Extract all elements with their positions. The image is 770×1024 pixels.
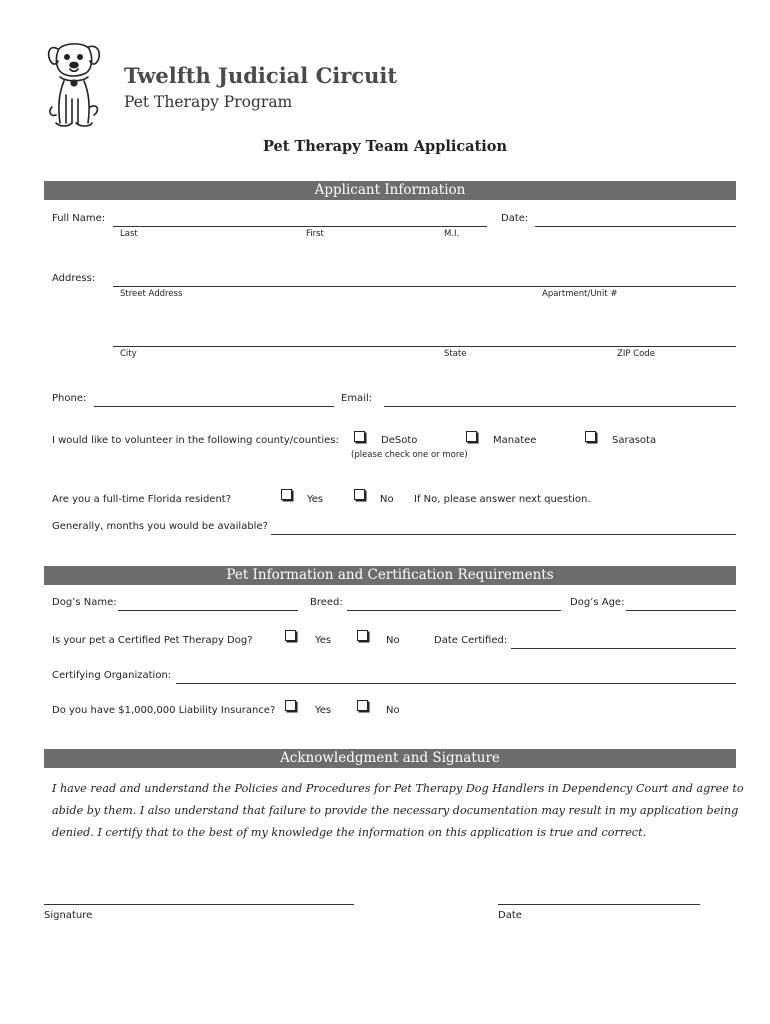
date-certified-field[interactable] — [511, 648, 736, 649]
breed-label: Breed: — [310, 597, 343, 608]
insurance-yes-checkbox[interactable] — [285, 700, 296, 711]
date-field[interactable] — [535, 226, 736, 227]
section-bar-ack: Acknowledgment and Signature — [44, 749, 736, 768]
cert-org-field[interactable] — [176, 683, 736, 684]
dog-name-label: Dog’s Name: — [52, 597, 117, 608]
months-field[interactable] — [271, 534, 736, 535]
county-hint: (please check one or more) — [351, 450, 468, 460]
section-bar-applicant: Applicant Information — [44, 181, 736, 200]
desoto-label: DeSoto — [381, 435, 418, 446]
date-label: Date: — [501, 213, 529, 224]
signature-label: Signature — [44, 910, 93, 921]
resident-question: Are you a full-time Florida resident? — [52, 494, 232, 505]
signature-field[interactable] — [44, 904, 354, 905]
street-address-field[interactable] — [113, 286, 736, 287]
certified-no-checkbox[interactable] — [357, 630, 368, 641]
full-name-field[interactable] — [113, 226, 487, 227]
resident-yes-checkbox[interactable] — [281, 489, 292, 500]
last-sublabel: Last — [120, 229, 138, 239]
ack-line-1: I have read and understand the Policies and Procedures for Pet Therapy Dog Handlers in Dependency Court and agree to — [52, 782, 744, 795]
sarasota-checkbox[interactable] — [585, 431, 596, 442]
dog-age-field[interactable] — [626, 610, 736, 611]
street-sublabel: Street Address — [120, 289, 183, 299]
county-question: I would like to volunteer in the following county/counties: — [52, 435, 339, 446]
breed-field[interactable] — [347, 610, 561, 611]
sarasota-label: Sarasota — [612, 435, 657, 446]
section-bar-pet: Pet Information and Certification Requirements — [44, 566, 736, 585]
zip-sublabel: ZIP Code — [617, 349, 655, 359]
insurance-no-checkbox[interactable] — [357, 700, 368, 711]
phone-field[interactable] — [94, 406, 334, 407]
apt-sublabel: Apartment/Unit # — [542, 289, 618, 299]
state-sublabel: State — [444, 349, 467, 359]
cert-org-label: Certifying Organization: — [52, 670, 172, 681]
ack-line-3: denied. I certify that to the best of my knowledge the information on this application is true and correct. — [52, 826, 647, 839]
dog-age-label: Dog’s Age: — [570, 597, 625, 608]
city-state-zip-field[interactable] — [113, 346, 736, 347]
signature-date-label: Date — [498, 910, 522, 921]
desoto-checkbox[interactable] — [354, 431, 365, 442]
email-label: Email: — [341, 393, 373, 404]
resident-followup: If No, please answer next question. — [414, 494, 591, 505]
city-sublabel: City — [120, 349, 137, 359]
program-name: Pet Therapy Program — [124, 93, 293, 111]
resident-no-checkbox[interactable] — [354, 489, 365, 500]
resident-no-label: No — [380, 494, 394, 505]
phone-label: Phone: — [52, 393, 87, 404]
certified-yes-label: Yes — [315, 635, 332, 646]
certified-yes-checkbox[interactable] — [285, 630, 296, 641]
resident-yes-label: Yes — [307, 494, 324, 505]
insurance-no-label: No — [386, 705, 400, 716]
form-title: Pet Therapy Team Application — [262, 138, 507, 155]
signature-date-field[interactable] — [498, 904, 700, 905]
manatee-checkbox[interactable] — [466, 431, 477, 442]
insurance-yes-label: Yes — [315, 705, 332, 716]
months-question: Generally, months you would be available? — [52, 521, 268, 532]
ack-line-2: abide by them. I also understand that failure to provide the necessary documentation may result in my application being — [52, 804, 739, 817]
email-field[interactable] — [384, 406, 736, 407]
certified-no-label: No — [386, 635, 400, 646]
date-certified-label: Date Certified: — [434, 635, 508, 646]
manatee-label: Manatee — [493, 435, 537, 446]
certified-question: Is your pet a Certified Pet Therapy Dog? — [52, 635, 253, 646]
first-sublabel: First — [306, 229, 324, 239]
insurance-question: Do you have $1,000,000 Liability Insurance? — [52, 705, 276, 716]
org-title: Twelfth Judicial Circuit — [124, 63, 398, 88]
full-name-label: Full Name: — [52, 213, 106, 224]
dog-name-field[interactable] — [118, 610, 298, 611]
dog-mascot-icon — [44, 37, 104, 129]
mi-sublabel: M.I. — [444, 229, 460, 239]
address-label: Address: — [52, 273, 96, 284]
